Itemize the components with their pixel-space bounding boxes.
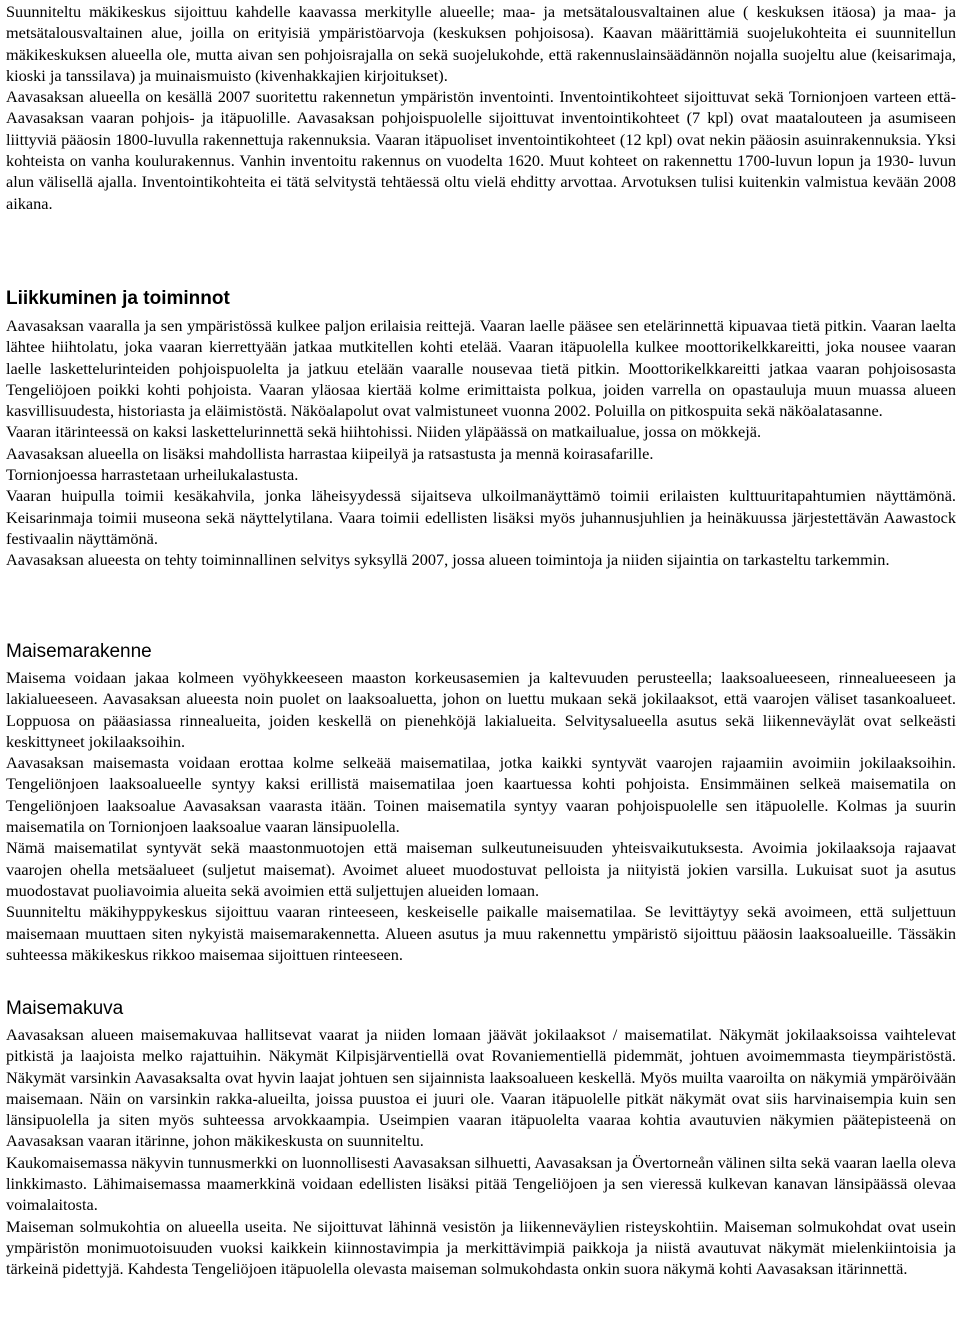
section-paragraph: Nämä maisematilat syntyvät sekä maastonmuotojen että maiseman sulkeutuneisuuden yhteisvaikutuksesta. Avoimia jokilaaksoja rajaavat vaarojen ohella metsäalueet (suljetut maisemat). Avoimet alueet muodostuvat pelloista ja niityistä jokien varsilla. Lukuisat suot ja asutus muodostavat puoliavoimia alueita sekä avoimien että suljettujen alueiden lomaan. [6, 838, 956, 900]
section-liikkuminen [6, 288, 956, 571]
section-paragraph: Vaaran huipulla toimii kesäkahvila, jonka läheisyydessä sijaitseva ulkoilmanäyttämö toimii erilaisten kulttuuritapahtumien näyttämönä. Keisarinmaja toimii museona sekä näyttelytilana. Vaara toimii edellisten lisäksi myös juhannusjuhlien ja heinäkuussa järjestettävän Aawastock festivaalin näyttämönä. [6, 486, 956, 548]
section-paragraph: Suunniteltu mäkihyppykeskus sijoittuu vaaran rinteeseen, keskeiselle paikalle maisematilaa. Se levittäytyy sekä avoimeen, että suljettuun maisemaan muuttaen siten nykyistä maisemarakennetta. Alueen asutus ja muu rakennettu ympäristö sijoittuu pääosin laaksoalueille. Tässäkin suhteessa mäkikeskus rikkoo maisemaa sijoittuen rinteeseen. [6, 902, 956, 964]
section-heading: Liikkuminen ja toiminnot [6, 288, 230, 309]
section-paragraph: Vaaran itärinteessä on kaksi laskettelurinnettä sekä hiihtohissi. Niiden yläpäässä on matkailualue, jossa on mökkejä. [6, 422, 762, 442]
section-heading: Maisemakuva [6, 998, 124, 1019]
intro-paragraph: Suunniteltu mäkikeskus sijoittuu kahdelle kaavassa merkitylle alueelle; maa- ja metsätalousvaltainen alue ( keskuksen itäosa) ja maa- ja metsätalousvaltainen alue, joilla on erityisiä ympäristöarvoja (keskuksen pohjoisosa). Kaavan määrittämiä suojelukohteita ei suunnitellun mäkikeskuksen alueella ole, mutta aivan sen pohjoisrajalla on sekä suojelukohde, että rakennuslainsäädännön nojalla suojeltu alue (keisarimaja, kioski ja tanssilava) ja muinaismuisto (kivenhakkajien kirjoitukset). [6, 2, 956, 85]
section-heading: Maisemarakenne [6, 641, 152, 662]
intro-section [6, 1, 956, 214]
section-paragraph: Aavasaksan alueella on lisäksi mahdollista harrastaa kiipeilyä ja ratsastusta ja mennä koirasafarille. [6, 443, 654, 463]
section-paragraph: Tornionjoessa harrastetaan urheilukalastusta. [6, 465, 299, 485]
intro-paragraph: Aavasaksan alueella on kesällä 2007 suoritettu rakennetun ympäristön inventointi. Inventointikohteet sijoittuvat sekä Tornionjoen varteen että- Aavasaksan vaaran pohjois- ja itäpuolille. Aavasaksan pohjoispuolelle sijoittuvat inventointikohteet (7 kpl) ovat maatalouteen ja asumiseen liittyviä pääosin 1800-luvulla rakennettuja rakennuksia. Vaaran itäpuoliset inventointikohteet (12 kpl) ovat nekin pääosin asuinrakennuksia. Yksi kohteista on vanha koulurakennus. Vanhin inventoitu rakennus on vuodelta 1620. Muut kohteet on rakennettu 1700-luvun lopun ja 1930- luvun alun välisellä ajalla. Inventointikohteita ei tätä selvitystä tehtäessä oltu vielä ehditty arvottaa. Arvotuksen tulisi kuitenkin valmistua kevään 2008 aikana. [6, 87, 956, 213]
section-paragraph: Aavasaksan maisemasta voidaan erottaa kolme selkeää maisematilaa, jotka kaikki syntyvät vaarojen rajaamiin avoimiin jokilaaksoihin. Tengeliönjoen laaksoalueelle syntyy kaksi erillistä maisematilaa joen kaartuessa kohti pohjoista. Ensimmäinen selkeä maisematila on Tengeliönjoen laaksoalue Aavasaksan vaarasta itään. Toinen maisematila syntyy vaaran pohjoispuolelle sen itäpuolelle. Kolmas ja suurin maisematila on Tornionjoen laaksoalue vaaran länsipuolella. [6, 753, 956, 837]
section-paragraph: Kaukomaisemassa näkyvin tunnusmerkki on luonnollisesti Aavasaksan silhuetti, Aavasaksan ja Övertorneån välinen silta sekä vaaran laella oleva linkkimasto. Lähimaisemassa maamerkkinä voidaan edellisten lisäksi pitää Tengeliöjoen ja sen vieressä kulkevan kanavan länsipäässä olevaa voimalaitosta. [6, 1152, 956, 1215]
section-paragraph: Aavasaksan alueesta on tehty toiminnallinen selvitys syksyllä 2007, jossa alueen toimintoja ja niiden sijaintia on tarkasteltu tarkemmin. [6, 550, 890, 570]
section-paragraph: Maiseman solmukohtia on alueella useita. Ne sijoittuvat lähinnä vesistön ja liikenneväylien risteyskohtiin. Maiseman solmukohdat ovat usein ympäristön monimuotoisuuden vuoksi kaikkein kiinnostavimpia ja merkittävimpiä paikkoja ja niistä avautuvat näkymät mielenkiintoisia ja tärkeinä pidettyjä. Kahdesta Tengeliöjoen itäpuolella olevasta maiseman solmukohdasta onkin suora näkymä kohti Aavasaksan itärinnettä. [6, 1216, 956, 1279]
section-maisemarakenne [6, 641, 956, 965]
section-paragraph: Aavasaksan alueen maisemakuvaa hallitsevat vaarat ja niiden lomaan jäävät jokilaaksot / maisematilat. Näkymät jokilaaksoissa vaihtelevat pitkistä ja laajoista melko rajattuihin. Näkymät Kilpisjärventiellä ovat Rovaniementiellä pidemmät, johtuen avoimemmasta tieympäristöstä. Näkymät varsinkin Aavasaksalta ovat hyvin laajat johtuen sen sijainnista laaksoalueen keskellä. Myös muilta vaaroilta on näkymiä ympäröivään maisemaan. Näin on varsinkin rakka-alueilta, joissa puustoa ei juuri ole. Vaaran itäpuolelle pitkät näkymät ovat siis harvinaisempia kuin sen länsipuolella ja siten myös suhteessa arvokkaampia. Useimpien vaaran itäpuolelta vaaraa kohtia avautuvien näkymien päätepisteenä on Aavasaksan vaaran itärinne, johon mäkikeskusta on suunniteltu. [6, 1025, 956, 1151]
section-maisemakuva [6, 998, 956, 1280]
section-paragraph: Maisema voidaan jakaa kolmeen vyöhykkeeseen maaston korkeusasemien ja kaltevuuden perusteella; laaksoalueeseen, rinnealueeseen ja lakialueeseen. Aavasaksan alueesta noin puolet on laaksoaluetta, johon on luettu mukaan sekä jokilaaksot, että vaarojen väliset tasankoalueet. Loppuosa on pääasiassa rinnealueita, joiden keskellä on pienehköjä lakialueita. Selvitysalueella asutus sekä liikenneväylät ovat selkeästi keskittyneet jokilaaksoihin. [6, 668, 956, 751]
section-paragraph: Aavasaksan vaaralla ja sen ympäristössä kulkee paljon erilaisia reittejä. Vaaran laelle pääsee sen etelärinnettä kipuavaa tietä pitkin. Vaaran laelta lähtee hiihtolatu, joka vaaran kierrettyään jatkaa mutkitellen kohti etelää. Vaaran itäpuolella kulkee moottorikelkkareitti, joka nousee vaaran laelle laskettelurinteiden pohjoispuolelta ja jatkuu etelään vaaralle nousevaa tietä pitkin. Moottorikelkkareitti jatkaa vaaran pohjoisosasta Tengeliöjoen poikki kohti pohjoista. Vaaran yläosaa kiertää kolme erimittaista polkua, joiden varrella on opastauluja muun muassa alueen kasvillisuudesta, historiasta ja eläimistöstä. Näköalapolut ovat valmistuneet vuonna 2002. Poluilla on pitkospuita sekä näköalatasanne. [6, 316, 956, 421]
